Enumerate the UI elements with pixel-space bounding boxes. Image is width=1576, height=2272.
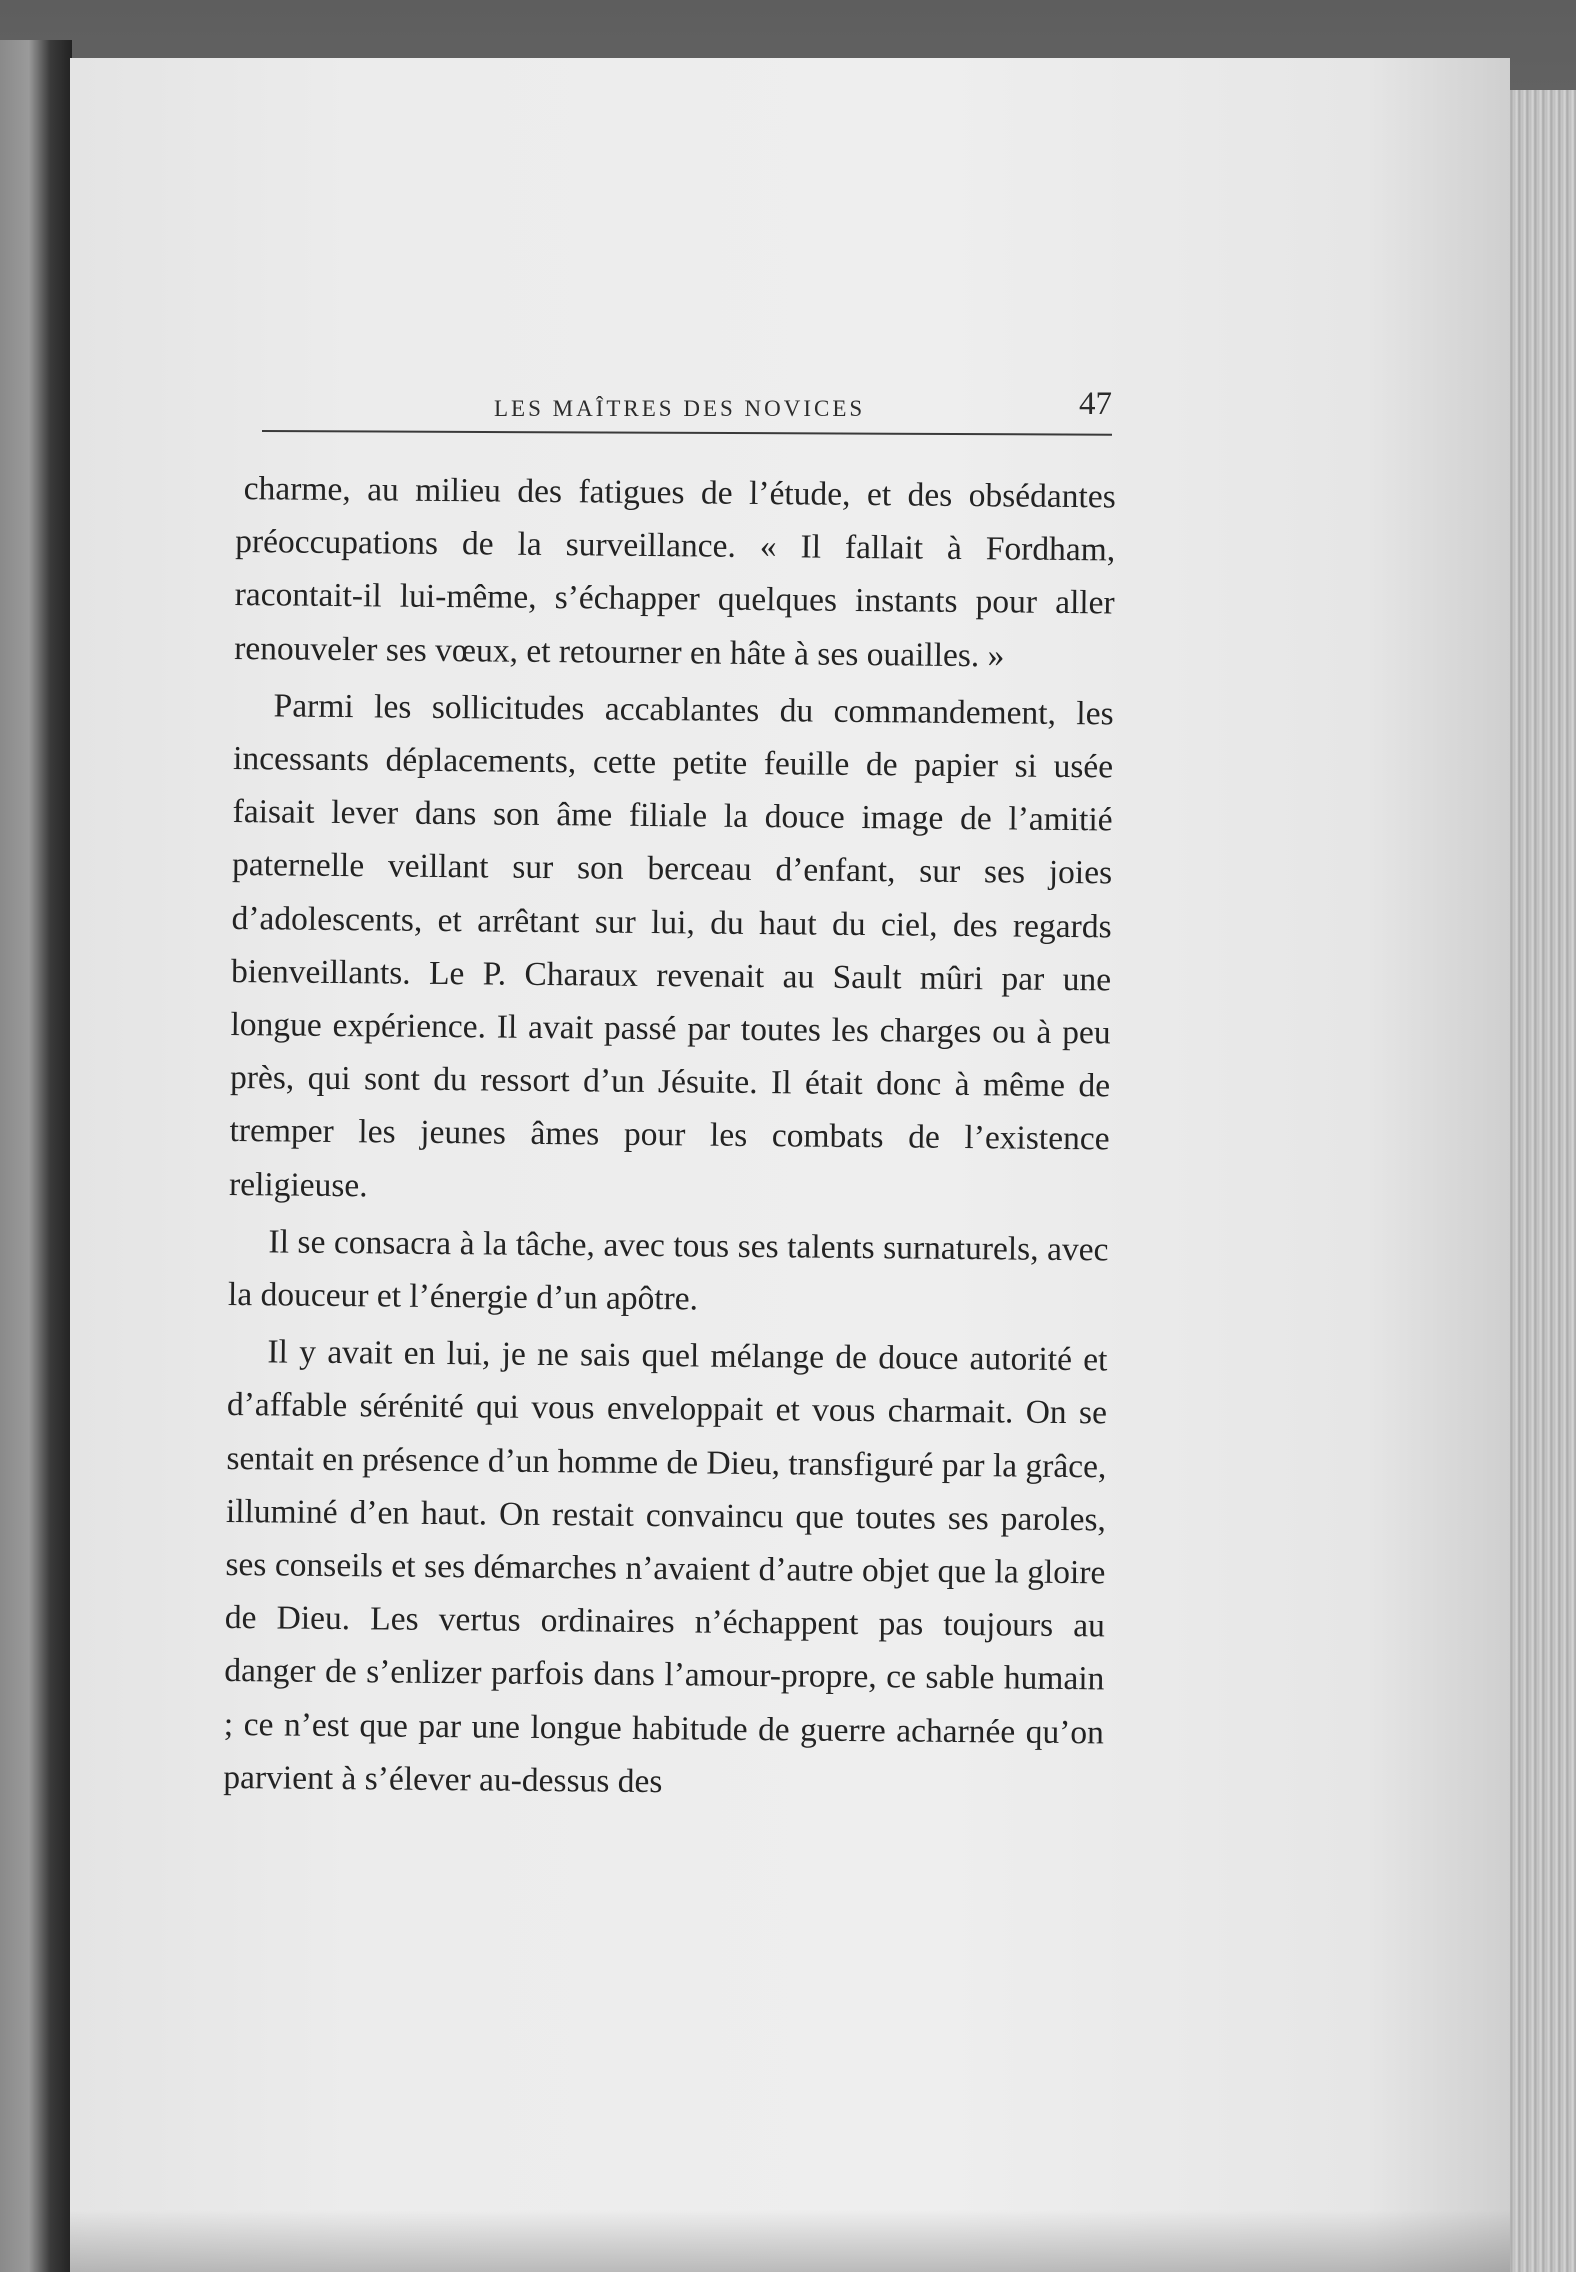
paragraph-4: Il y avait en lui, je ne sais quel mélange de douce autorité et d’affable sérénité qui vous enveloppait et vous charmait. On se sentait en présence d’un homme de Dieu, transfiguré par la grâce, illuminé d’en haut. On restait convaincu que toutes ses paroles, ses conseils et ses démarches n’avaient d’autre objet que la gloire de Dieu. Les vertus ordinaires n’échappent pas toujours au danger de s’enlizer parfois dans l’amour-propre, ce sable humain ; ce n’est que par une longue habitude de guerre acharnée qu’on parvient à s’élever au-dessus des: [223, 1333, 1108, 1801]
paragraph-3: Il se consacra à la tâche, avec tous ses talents surnaturels, avec la douceur et l’énergie d’un apôtre.: [227, 1223, 1109, 1318]
book-binding: [0, 40, 72, 2272]
body-text: [222, 462, 1116, 1890]
page-bottom-shadow: [70, 2210, 1510, 2272]
page-number: 47: [1079, 386, 1112, 422]
paragraph-1: charme, au milieu des fatigues de l’étude, et des obsédantes préoccupations de la surveillance. « Il fallait à Fordham, racontait-il lui-même, s’échapper quelques instants pour aller renouveler ses vœux, et retourner en hâte à ses ouailles. »: [234, 470, 1116, 674]
paragraph-2: Parmi les sollicitudes accablantes du commandement, les incessants déplacements, cette petite feuille de papier si usée faisait lever dans son âme filiale la douce image de l’amitié paternelle veillant sur son berceau d’enfant, sur ses joies d’adolescents, et arrêtant sur lui, du haut du ciel, des regards bienveillants. Le P. Charaux revenait au Sault mûri par une longue expérience. Il avait passé par toutes les charges ou à peu près, qui sont du ressort d’un Jésuite. Il était donc à même de tremper les jeunes âmes pour les combats de l’existence religieuse.: [228, 687, 1114, 1204]
running-head-title: LES MAÎTRES DES NOVICES: [494, 396, 866, 421]
